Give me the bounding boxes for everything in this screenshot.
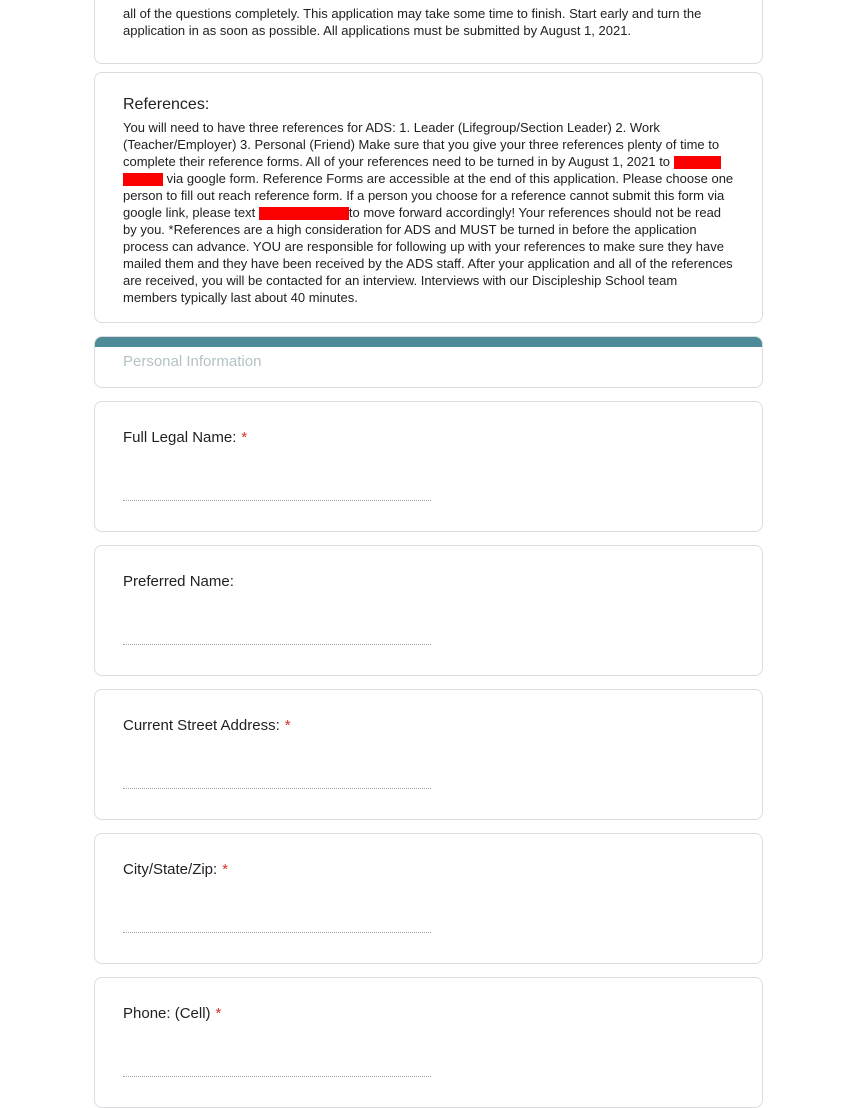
redacted-text-block <box>259 207 349 220</box>
question-label-row <box>123 428 734 447</box>
required-asterisk: * <box>222 861 229 878</box>
question-label: Preferred Name: <box>123 573 234 590</box>
intro-card <box>94 0 763 64</box>
question-label: Current Street Address: <box>123 717 280 734</box>
question-label: Phone: (Cell) <box>123 1005 211 1022</box>
question-cards-container <box>94 401 763 1108</box>
redacted-text-block <box>674 156 721 169</box>
short-answer-input[interactable] <box>123 644 431 645</box>
question-card <box>94 545 763 676</box>
required-asterisk: * <box>215 1005 222 1022</box>
section-header-card <box>94 336 763 388</box>
short-answer-input[interactable] <box>123 500 431 501</box>
question-label-row <box>123 572 734 591</box>
short-answer-input[interactable] <box>123 1076 431 1077</box>
section-title: Personal Information <box>123 353 262 370</box>
references-heading: References: <box>123 96 210 113</box>
form-column <box>94 0 763 1108</box>
question-card <box>94 401 763 532</box>
short-answer-input[interactable] <box>123 932 431 933</box>
references-card <box>94 72 763 323</box>
question-label: Full Legal Name: <box>123 429 237 446</box>
references-description: You will need to have three references for ADS: 1. Leader (Lifegroup/Section Leader) 2. Work (Teacher/Employer) 3. Personal (Friend) Make sure that you give your three references plenty of time to complete their reference forms. All of your references need to be turned in by August 1, 2021 to via google form. Reference Forms are accessible at the end of this application. Please choose one person to fill out reach reference form. If a person you choose for a reference cannot submit this form via google link, please text to move forward accordingly! Your references should not be read by you. *References are a high consideration for ADS and MUST be turned in before the application process can advance. YOU are responsible for following up with your references to make sure they have mailed them and they have been received by the ADS staff. After your application and all of the references are received, you will be contacted for an interview. Interviews with our Discipleship School team members typically last about 40 minutes. <box>123 120 734 305</box>
question-card <box>94 689 763 820</box>
intro-text: all of the questions completely. This application may take some time to finish. Start early and turn the application in as soon as possible. All applications must be submitted by August 1, 2021. <box>123 6 702 38</box>
section-accent-bar <box>94 336 763 347</box>
required-asterisk: * <box>241 429 248 446</box>
redacted-text-block <box>123 173 163 186</box>
question-card <box>94 833 763 964</box>
question-label-row <box>123 716 734 735</box>
question-card <box>94 977 763 1108</box>
question-label: City/State/Zip: <box>123 861 218 878</box>
required-asterisk: * <box>284 717 291 734</box>
question-label-row <box>123 860 734 879</box>
question-label-row <box>123 1004 734 1023</box>
short-answer-input[interactable] <box>123 788 431 789</box>
